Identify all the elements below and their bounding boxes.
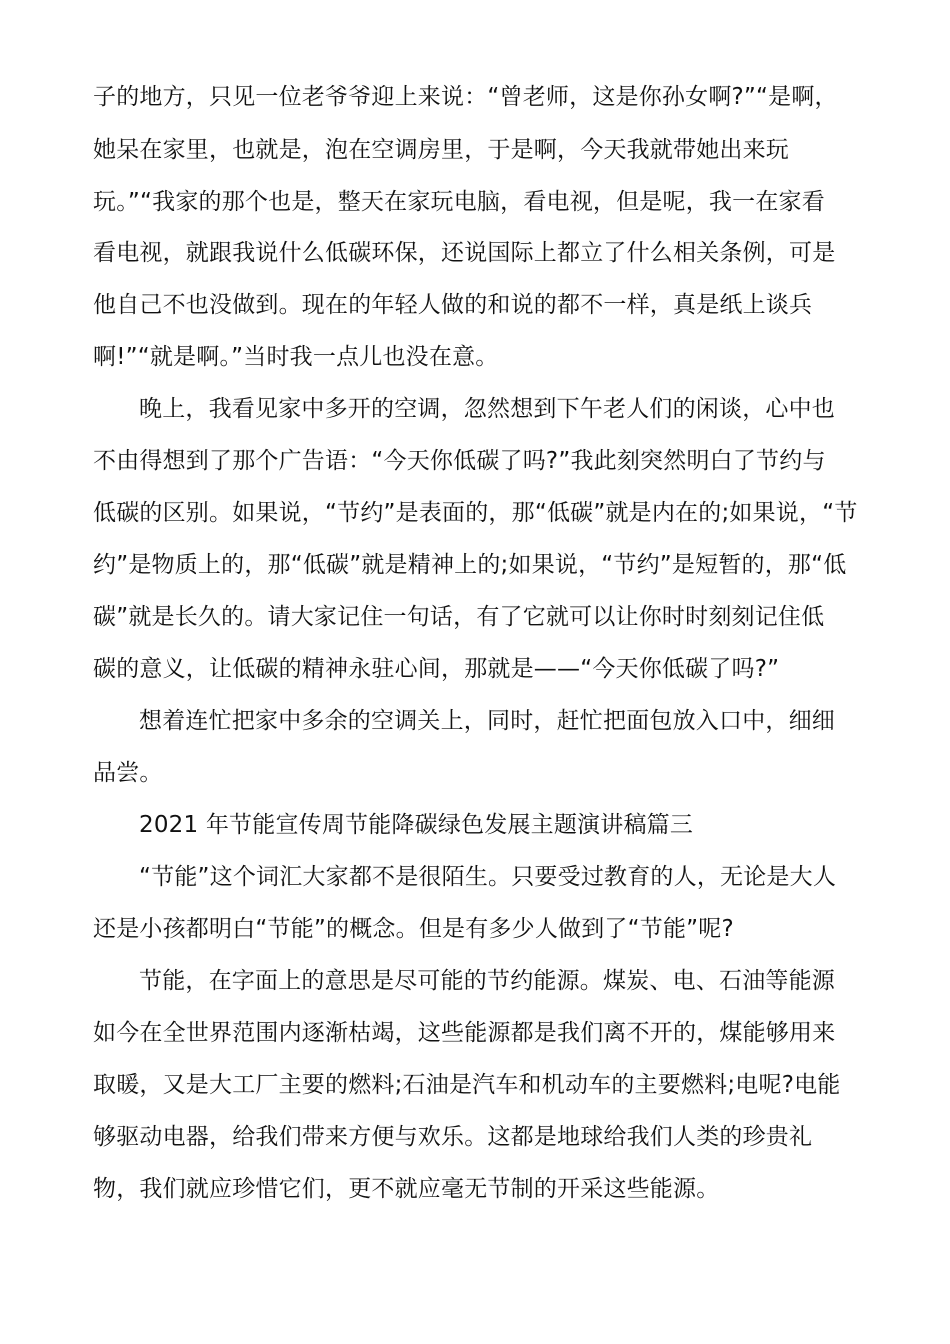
text-line: 约”是物质上的，那“低碳”就是精神上的;如果说，“节约”是短暂的，那“低 xyxy=(93,552,847,578)
text-line: 啊!”“就是啊。”当时我一点儿也没在意。 xyxy=(93,344,499,370)
paragraph-start-line: 晚上，我看见家中多开的空调，忽然想到下午老人们的闲谈，心中也 xyxy=(139,396,835,422)
text-line: 不由得想到了那个广告语：“今天你低碳了吗?”我此刻突然明白了节约与 xyxy=(93,448,826,474)
text-line: 够驱动电器，给我们带来方便与欢乐。这都是地球给我们人类的珍贵礼 xyxy=(93,1124,813,1150)
text-line: 品尝。 xyxy=(93,760,163,786)
text-line: 子的地方，只见一位老爷爷迎上来说：“曾老师，这是你孙女啊?”“是啊， xyxy=(93,84,838,110)
section-heading: 2021 年节能宣传周节能降碳绿色发展主题演讲稿篇三 xyxy=(139,812,694,838)
text-line: 取暖，又是大工厂主要的燃料;石油是汽车和机动车的主要燃料;电呢?电能 xyxy=(93,1072,841,1098)
text-line: 还是小孩都明白“节能”的概念。但是有多少人做到了“节能”呢? xyxy=(93,916,734,942)
paragraph-start-line: “节能”这个词汇大家都不是很陌生。只要受过教育的人，无论是大人 xyxy=(139,864,837,890)
text-line: 玩。”“我家的那个也是，整天在家玩电脑，看电视，但是呢，我一在家看 xyxy=(93,189,825,215)
text-line: 碳的意义，让低碳的精神永驻心间，那就是——“今天你低碳了吗?” xyxy=(93,656,780,682)
paragraph-start-line: 节能，在字面上的意思是尽可能的节约能源。煤炭、电、石油等能源 xyxy=(139,968,835,994)
text-line: 她呆在家里，也就是，泡在空调房里，于是啊，今天我就带她出来玩 xyxy=(93,137,789,163)
text-line: 他自己不也没做到。现在的年轻人做的和说的都不一样，真是纸上谈兵 xyxy=(93,292,813,318)
text-line: 如今在全世界范围内逐渐枯竭，这些能源都是我们离不开的，煤能够用来 xyxy=(93,1020,836,1046)
text-line: 看电视，就跟我说什么低碳环保，还说国际上都立了什么相关条例，可是 xyxy=(93,240,836,266)
text-line: 物，我们就应珍惜它们，更不就应毫无节制的开采这些能源。 xyxy=(93,1176,720,1202)
text-line: 碳”就是长久的。请大家记住一句话，有了它就可以让你时时刻刻记住低 xyxy=(93,604,825,630)
paragraph-start-line: 想着连忙把家中多余的空调关上，同时，赶忙把面包放入口中，细细 xyxy=(139,708,835,734)
text-line: 低碳的区别。如果说，“节约”是表面的，那“低碳”就是内在的;如果说，“节 xyxy=(93,500,858,526)
